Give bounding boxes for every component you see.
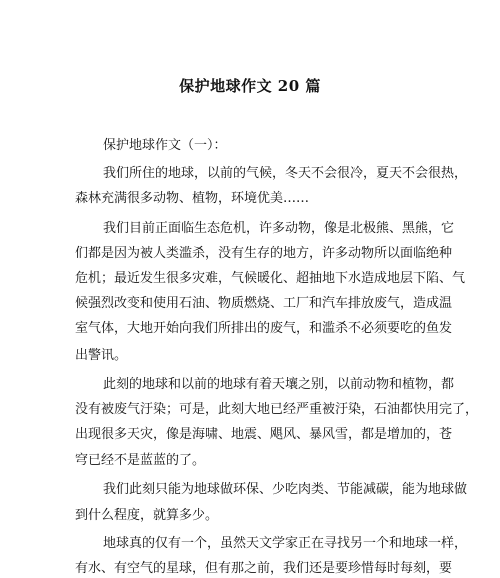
paragraph-line: 室气体，大地开始向我们所排出的废气，和滥杀不必须要吃的鱼发 [75,321,453,336]
paragraph-line: 地球真的仅有一个，虽然天文学家正在寻找另一个和地球一样， [103,536,468,551]
paragraph-line: 此刻的地球和以前的地球有着天壤之别，以前动物和植物，都 [103,377,455,392]
paragraph-line: 候强烈改变和使用石油、物质燃烧、工厂和汽车排放废气，造成温 [75,296,453,311]
paragraph-line: 有水、有空气的星球，但有那之前，我们还是要珍惜每时每刻，要 [75,561,453,576]
paragraph-line: 我们所住的地球，以前的气候，冬天不会很冷，夏天不会很热， [103,166,468,181]
paragraph-line: 我们此刻只能为地球做环保、少吃肉类、节能减碳，能为地球做 [103,482,468,497]
paragraph-line: 们都是因为被人类滥杀，没有生存的地方，许多动物所以面临绝种 [75,246,453,261]
paragraph-line: 穹已经不是蓝蓝的了。 [75,453,206,468]
paragraph-line: 出警讯。 [75,348,128,363]
paragraph-line: 危机；最近发生很多灾难，气候暖化、超抽地下水造成地层下陷、气 [75,271,466,286]
paragraph-line: 出现很多天灾，像是海啸、地震、飓风、暴风雪，都是增加的，苍 [75,427,453,442]
paragraph-line: 保护地球作文（一）： [103,138,227,153]
paragraph-line: 没有被废气汙染；可是，此刻大地已经严重被汙染，石油都快用完了， [75,402,479,417]
paragraph-line: 森林充满很多动物、植物，环境优美…… [75,191,310,206]
paragraph-line: 到什么程度，就算多少。 [75,508,219,523]
document-title: 保护地球作文 20 篇 [179,77,321,95]
paragraph-line: 我们目前正面临生态危机，许多动物，像是北极熊、黑熊，它 [103,221,455,236]
